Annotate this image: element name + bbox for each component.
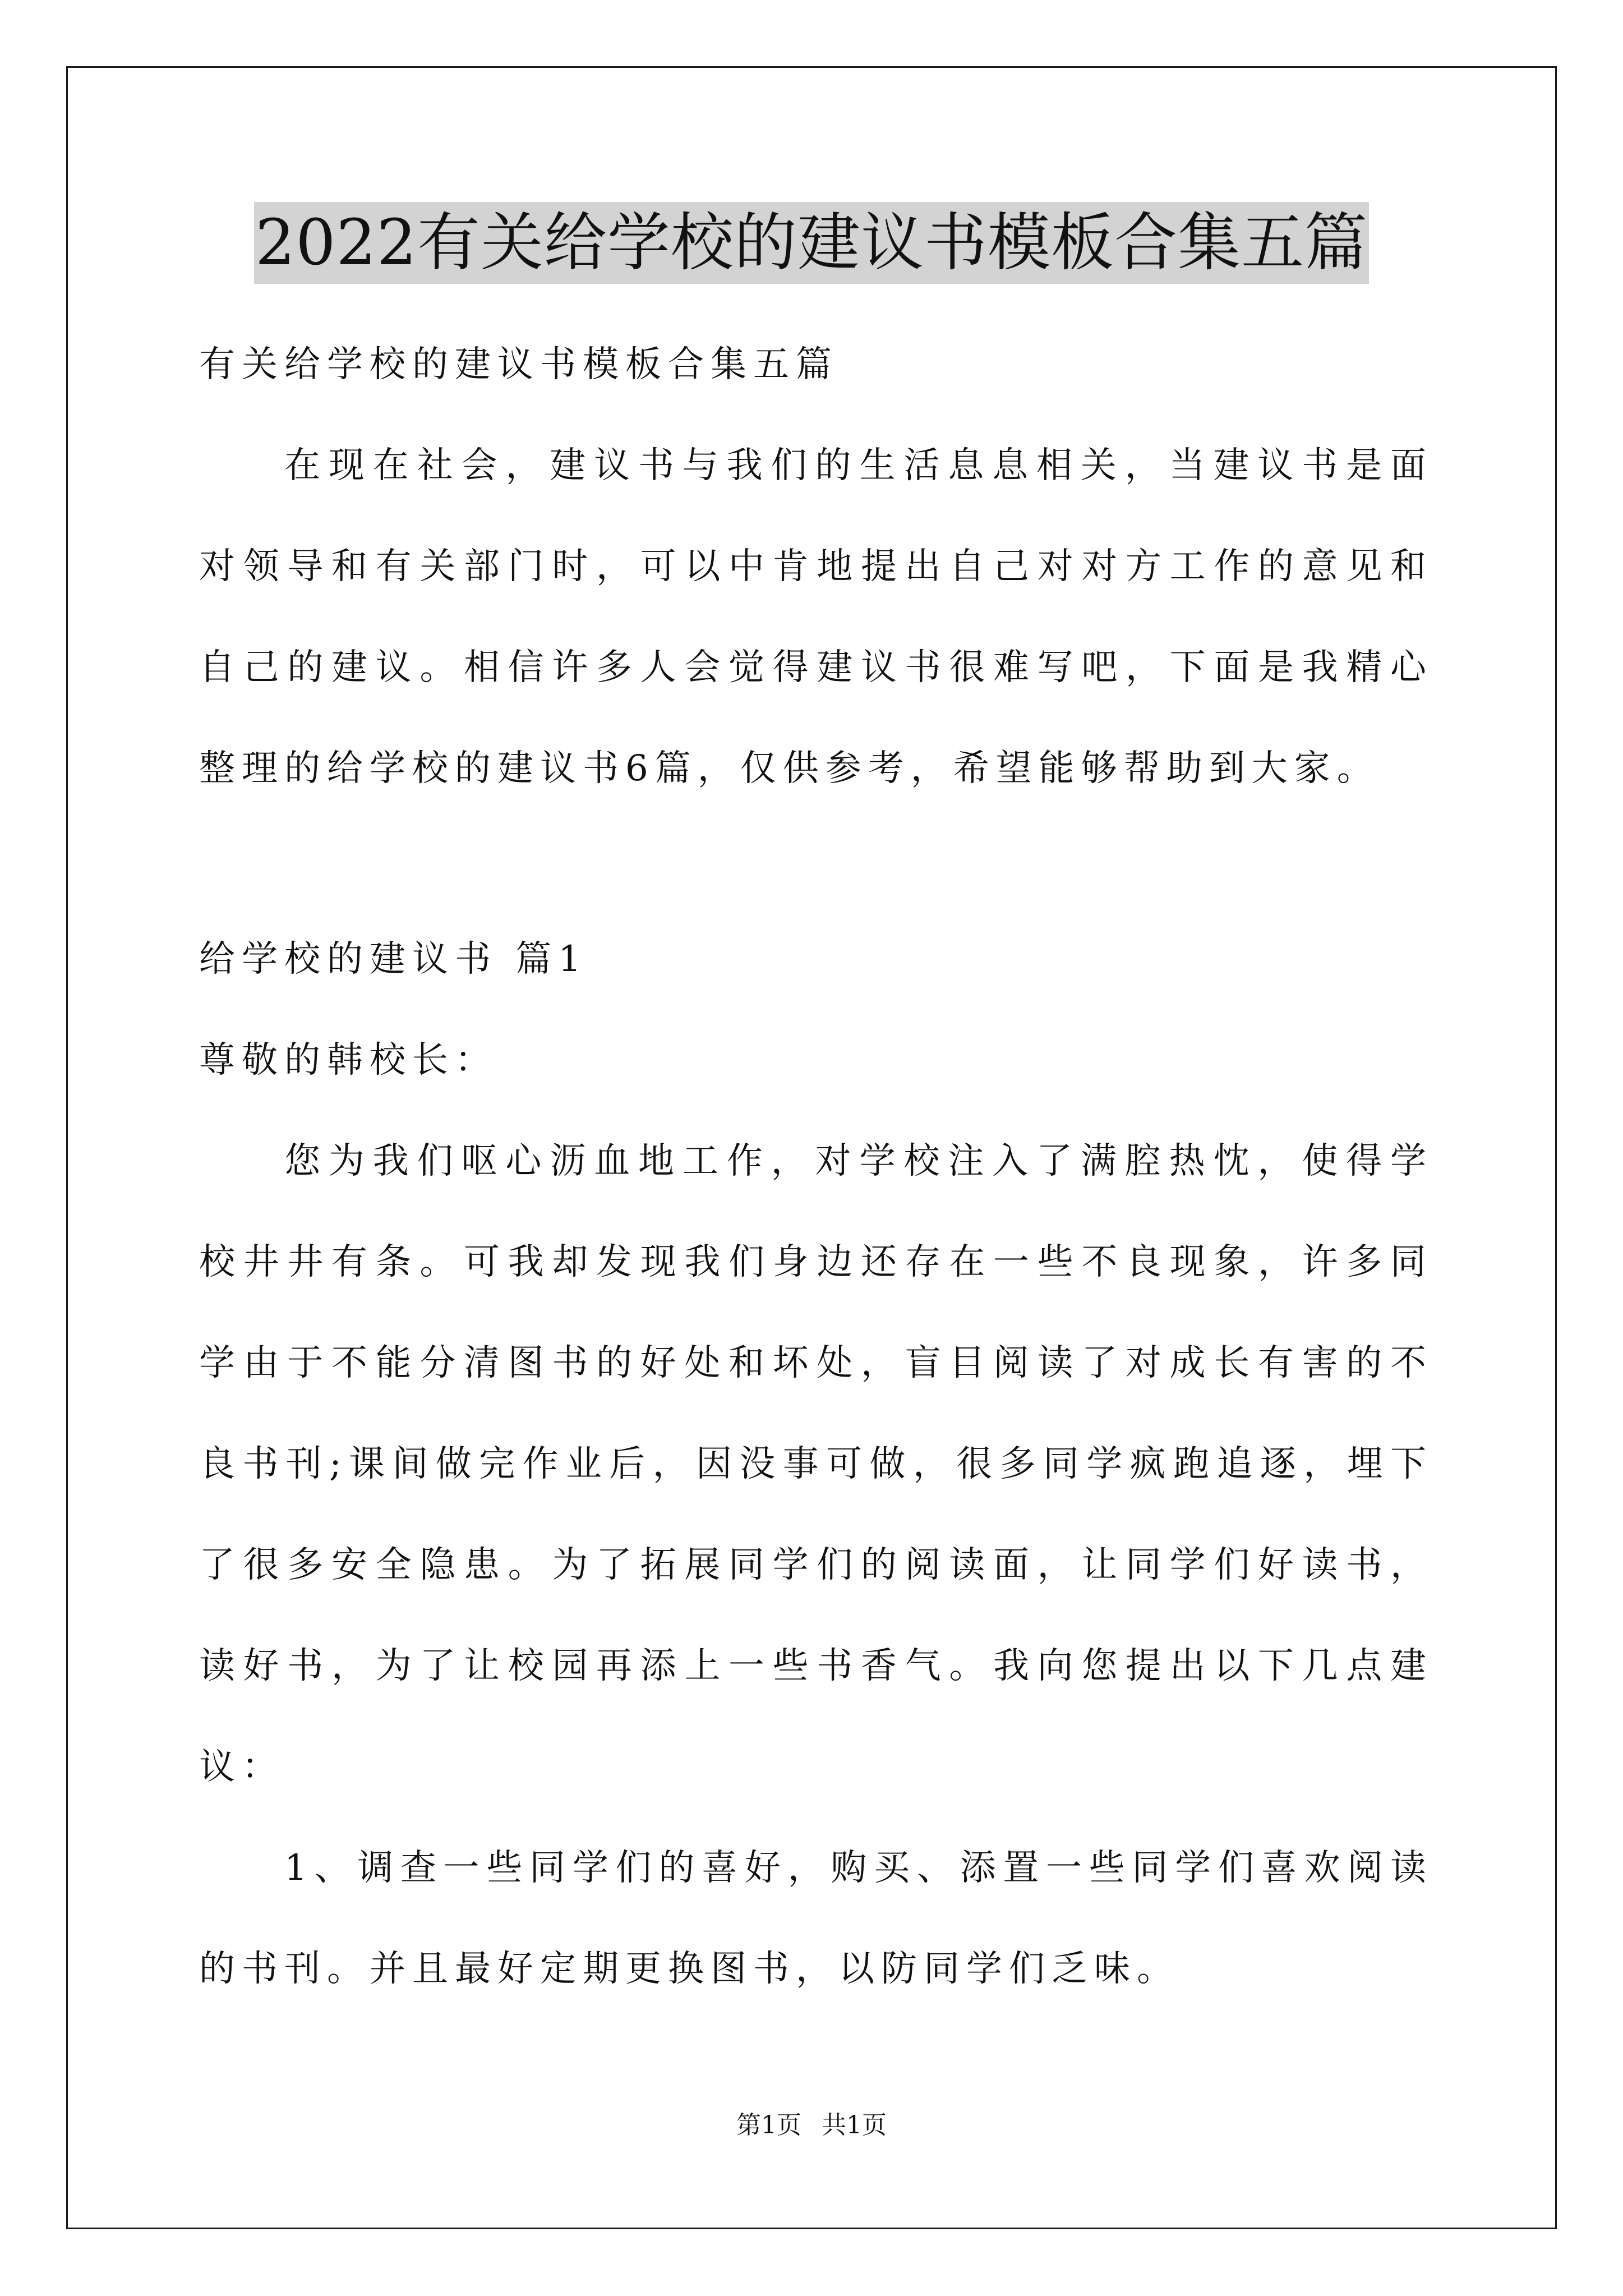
body-paragraph: 1、调查一些同学们的喜好，购买、添置一些同学们喜欢阅读的书刊。并且最好定期更换图书，以防同学们乏味。 — [199, 1847, 1433, 1990]
title-container — [0, 202, 1623, 284]
body-paragraph: 您为我们呕心沥血地工作，对学校注入了满腔热忱，使得学校井井有条。可我却发现我们身边还存在一些不良现象，许多同学由于不能分清图书的好处和坏处，盲目阅读了对成长有害的不良书刊;课间做完作业后，因没事可做，很多同学疯跑追逐，埋下了很多安全隐患。为了拓展同学们的阅读面，让同学们好读书，读好书，为了让校园再添上一些书香气。我向您提出以下几点建议： — [199, 1140, 1433, 1788]
document-title: 2022有关给学校的建议书模板合集五篇 — [254, 202, 1369, 284]
document-body — [199, 314, 1433, 2019]
salutation: 尊敬的韩校长： — [199, 1039, 497, 1081]
page-footer — [0, 2105, 1623, 2141]
page-total: 共1页 — [822, 2111, 887, 2139]
intro-paragraph: 在现在社会，建议书与我们的生活息息相关，当建议书是面对领导和有关部门时，可以中肯地提出自己对对方工作的意见和自己的建议。相信许多人会觉得建议书很难写吧，下面是我精心整理的给学校的建议书6篇，仅供参考，希望能够帮助到大家。 — [199, 445, 1433, 789]
section-heading: 给学校的建议书 篇1 — [199, 938, 588, 980]
document-subtitle: 有关给学校的建议书模板合集五篇 — [199, 344, 838, 385]
page-number: 第1页 — [736, 2111, 801, 2139]
